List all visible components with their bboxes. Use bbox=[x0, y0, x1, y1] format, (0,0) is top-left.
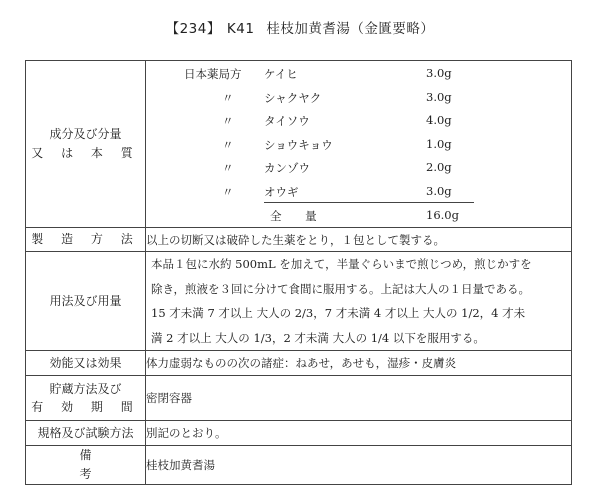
total-amount: 16.0g bbox=[426, 208, 459, 222]
storage-label-line-2: 有 効 期 間 bbox=[31, 400, 140, 415]
manufacture-label: 製 造 方 法 bbox=[26, 228, 146, 252]
remarks-row bbox=[26, 446, 572, 485]
ingredient-name: オウギ bbox=[264, 184, 299, 199]
ingredient-name: カンゾウ bbox=[264, 161, 310, 175]
remarks-label: 備 考 bbox=[26, 446, 146, 485]
ingredients-label bbox=[26, 61, 146, 228]
ingredient-name: タイソウ bbox=[264, 114, 310, 128]
ingredient-source: 〃 bbox=[222, 114, 234, 128]
ingredients-label-line-2: 又 は 本 質 bbox=[31, 146, 140, 160]
monograph-table bbox=[25, 60, 572, 485]
ingredient-source: 〃 bbox=[222, 184, 234, 199]
ingredient-name: ケイヒ bbox=[264, 67, 298, 81]
ingredient-source: 〃 bbox=[222, 161, 234, 175]
ingredient-source: 〃 bbox=[222, 90, 234, 105]
specs-row bbox=[26, 421, 572, 446]
usage-line: 本品１包に水約 500mL を加えて，半量ぐらいまで煎じつめ，煎じかすを bbox=[151, 257, 532, 271]
ingredient-row bbox=[146, 155, 571, 179]
manufacture-value: 以上の切断又は破砕した生薬をとり，１包として製する。 bbox=[146, 228, 572, 252]
manufacture-row bbox=[26, 228, 572, 252]
usage-value bbox=[146, 252, 572, 351]
page-title bbox=[0, 17, 600, 37]
ingredient-amount: 3.0g bbox=[426, 66, 452, 80]
ingredient-row bbox=[146, 108, 571, 132]
ingredient-name: ショウキョウ bbox=[264, 137, 333, 152]
usage-line: 除き，煎液を３回に分けて食間に服用する。上記は大人の１日量である。 bbox=[151, 281, 531, 296]
storage-value: 密閉容器 bbox=[146, 376, 572, 421]
effects-value: 体力虚弱なものの次の諸症：ねあせ，あせも，湿疹・皮膚炎 bbox=[146, 351, 572, 376]
storage-label bbox=[26, 376, 146, 421]
ingredient-name: シャクヤク bbox=[264, 90, 322, 105]
total-label: 全 量 bbox=[270, 209, 327, 223]
ingredient-amount: 2.0g bbox=[426, 160, 452, 174]
title-code: K41 bbox=[226, 21, 255, 37]
ingredients-row bbox=[26, 61, 572, 228]
specs-value: 別記のとおり。 bbox=[146, 421, 572, 446]
remarks-value: 桂枝加黄耆湯 bbox=[146, 446, 572, 485]
specs-label: 規格及び試験方法 bbox=[26, 421, 146, 446]
total-row bbox=[146, 202, 571, 227]
ingredient-amount: 3.0g bbox=[426, 183, 452, 198]
ingredient-amount: 1.0g bbox=[426, 136, 452, 151]
usage-label: 用法及び用量 bbox=[26, 252, 146, 351]
usage-line: 満 2 才以上 大人の 1/3，2 才未満 大人の 1/4 以下を服用する。 bbox=[151, 330, 485, 345]
usage-row bbox=[26, 252, 572, 351]
ingredient-amount: 4.0g bbox=[426, 113, 452, 127]
effects-row bbox=[26, 351, 572, 376]
ingredients-label-line-1: 成分及び分量 bbox=[49, 127, 122, 141]
storage-row bbox=[26, 376, 572, 421]
ingredient-row bbox=[146, 85, 571, 109]
ingredient-row bbox=[146, 132, 571, 156]
effects-label: 効能又は効果 bbox=[26, 351, 146, 376]
ingredient-row bbox=[146, 61, 571, 85]
ingredient-amount: 3.0g bbox=[426, 89, 452, 104]
ingredient-source: 〃 bbox=[222, 137, 234, 152]
title-number: 【234】 bbox=[165, 21, 221, 37]
storage-label-line-1: 貯蔵方法及び bbox=[49, 382, 122, 397]
ingredient-source: 日本薬局方 bbox=[184, 67, 242, 81]
title-name: 桂枝加黄耆湯（金匱要略） bbox=[266, 21, 435, 37]
ingredients-value bbox=[146, 61, 572, 228]
usage-line: 15 才未満 7 才以上 大人の 2/3，7 才未満 4 才以上 大人の 1/2，4 才未 bbox=[151, 306, 526, 321]
ingredient-row bbox=[146, 179, 571, 203]
